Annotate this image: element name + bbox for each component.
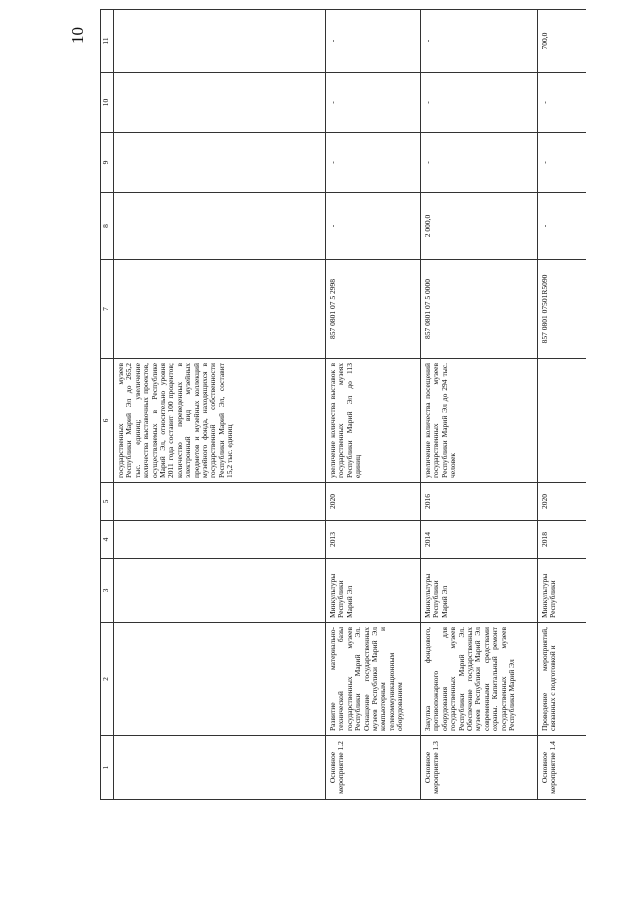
column-number: 7	[101, 260, 114, 359]
program-table	[100, 9, 586, 800]
start-year-cell	[114, 521, 326, 559]
budget-code-cell	[114, 260, 326, 359]
column-number: 9	[101, 133, 114, 193]
column-number: 8	[101, 193, 114, 260]
amount-cell: -	[421, 133, 538, 193]
amount-cell: -	[538, 133, 587, 193]
event-name-cell: Развитие материально-технической базы государственных музеев Республики Марий Эл. Оснащение государственных музеев Республики Марий Эл компьютерным и телекоммуникационным оборудованием	[326, 623, 421, 736]
amount-cell: -	[326, 73, 421, 133]
amount-cell: -	[326, 10, 421, 73]
amount-cell: -	[538, 73, 587, 133]
event-number-cell: Основное мероприятие 1.4	[538, 736, 587, 800]
expected-result-cell	[538, 359, 587, 483]
end-year-cell: 2020	[538, 483, 587, 521]
budget-code-cell: 857 0801 07501R5090	[538, 260, 587, 359]
amount-cell	[114, 73, 326, 133]
start-year-cell: 2014	[421, 521, 538, 559]
budget-code-cell: 857 0801 07 5 2998	[326, 260, 421, 359]
budget-code-cell: 857 0801 07 5 0000	[421, 260, 538, 359]
event-number-cell: Основное мероприятие 1.2	[326, 736, 421, 800]
amount-cell: -	[326, 133, 421, 193]
column-number: 10	[101, 73, 114, 133]
expected-result-cell: увеличение количества выставок в государственных музеях Республики Марий Эл до 113 единиц	[326, 359, 421, 483]
event-name-cell: Закупка фондового, противопожарного оборудования для государственных музеев Республики Марий Эл. Обеспечение государственных музеев Республики Марий Эл современными средствами охраны. Капитальный ремонт государственных музеев Республики Марий Эл	[421, 623, 538, 736]
column-number-row	[101, 10, 114, 800]
table-row	[538, 10, 587, 800]
rotated-table-wrapper	[100, 10, 640, 800]
table-row	[421, 10, 538, 800]
end-year-cell: 2016	[421, 483, 538, 521]
column-number: 5	[101, 483, 114, 521]
amount-cell: 700,0	[538, 10, 587, 73]
event-name-cell	[114, 623, 326, 736]
column-number: 2	[101, 623, 114, 736]
start-year-cell: 2013	[326, 521, 421, 559]
amount-cell	[114, 10, 326, 73]
amount-cell	[114, 193, 326, 260]
column-number: 1	[101, 736, 114, 800]
event-name-cell: Проведение мероприятий, связанных с подготовкой и	[538, 623, 587, 736]
end-year-cell: 2020	[326, 483, 421, 521]
amount-cell: -	[538, 193, 587, 260]
executor-cell: Минкультуры Республики Марий Эл	[421, 559, 538, 623]
amount-cell: -	[326, 193, 421, 260]
column-number: 3	[101, 559, 114, 623]
page-number: 10	[68, 27, 87, 44]
table-row	[326, 10, 421, 800]
executor-cell: Минкультуры Республики	[538, 559, 587, 623]
amount-cell: 2 000,0	[421, 193, 538, 260]
amount-cell	[114, 133, 326, 193]
event-number-cell	[114, 736, 326, 800]
executor-cell: Минкультуры Республики Марий Эл	[326, 559, 421, 623]
amount-cell: -	[421, 10, 538, 73]
column-number: 4	[101, 521, 114, 559]
expected-result-cell: государственных музеев Республики Марий Эл до 265,2 тыс. единиц; увеличение количества выставочных проектов, осуществляемых в Республике Марий Эл, относительно уровня 2011 года составит 100 процентов; количество переведенных в электронный вид музейных предметов и музейных коллекций музейного фонда, находящихся в государственной собственности Республики Марий Эл, составит 15,2 тыс. единиц	[114, 359, 326, 483]
start-year-cell: 2018	[538, 521, 587, 559]
executor-cell	[114, 559, 326, 623]
expected-result-cell: увеличение количества посещений государственных музеев Республики Марий Эл до 294 тыс. человек	[421, 359, 538, 483]
column-number: 11	[101, 10, 114, 73]
amount-cell: -	[421, 73, 538, 133]
end-year-cell	[114, 483, 326, 521]
column-number: 6	[101, 359, 114, 483]
table-row	[114, 10, 326, 800]
event-number-cell: Основное мероприятие 1.3	[421, 736, 538, 800]
